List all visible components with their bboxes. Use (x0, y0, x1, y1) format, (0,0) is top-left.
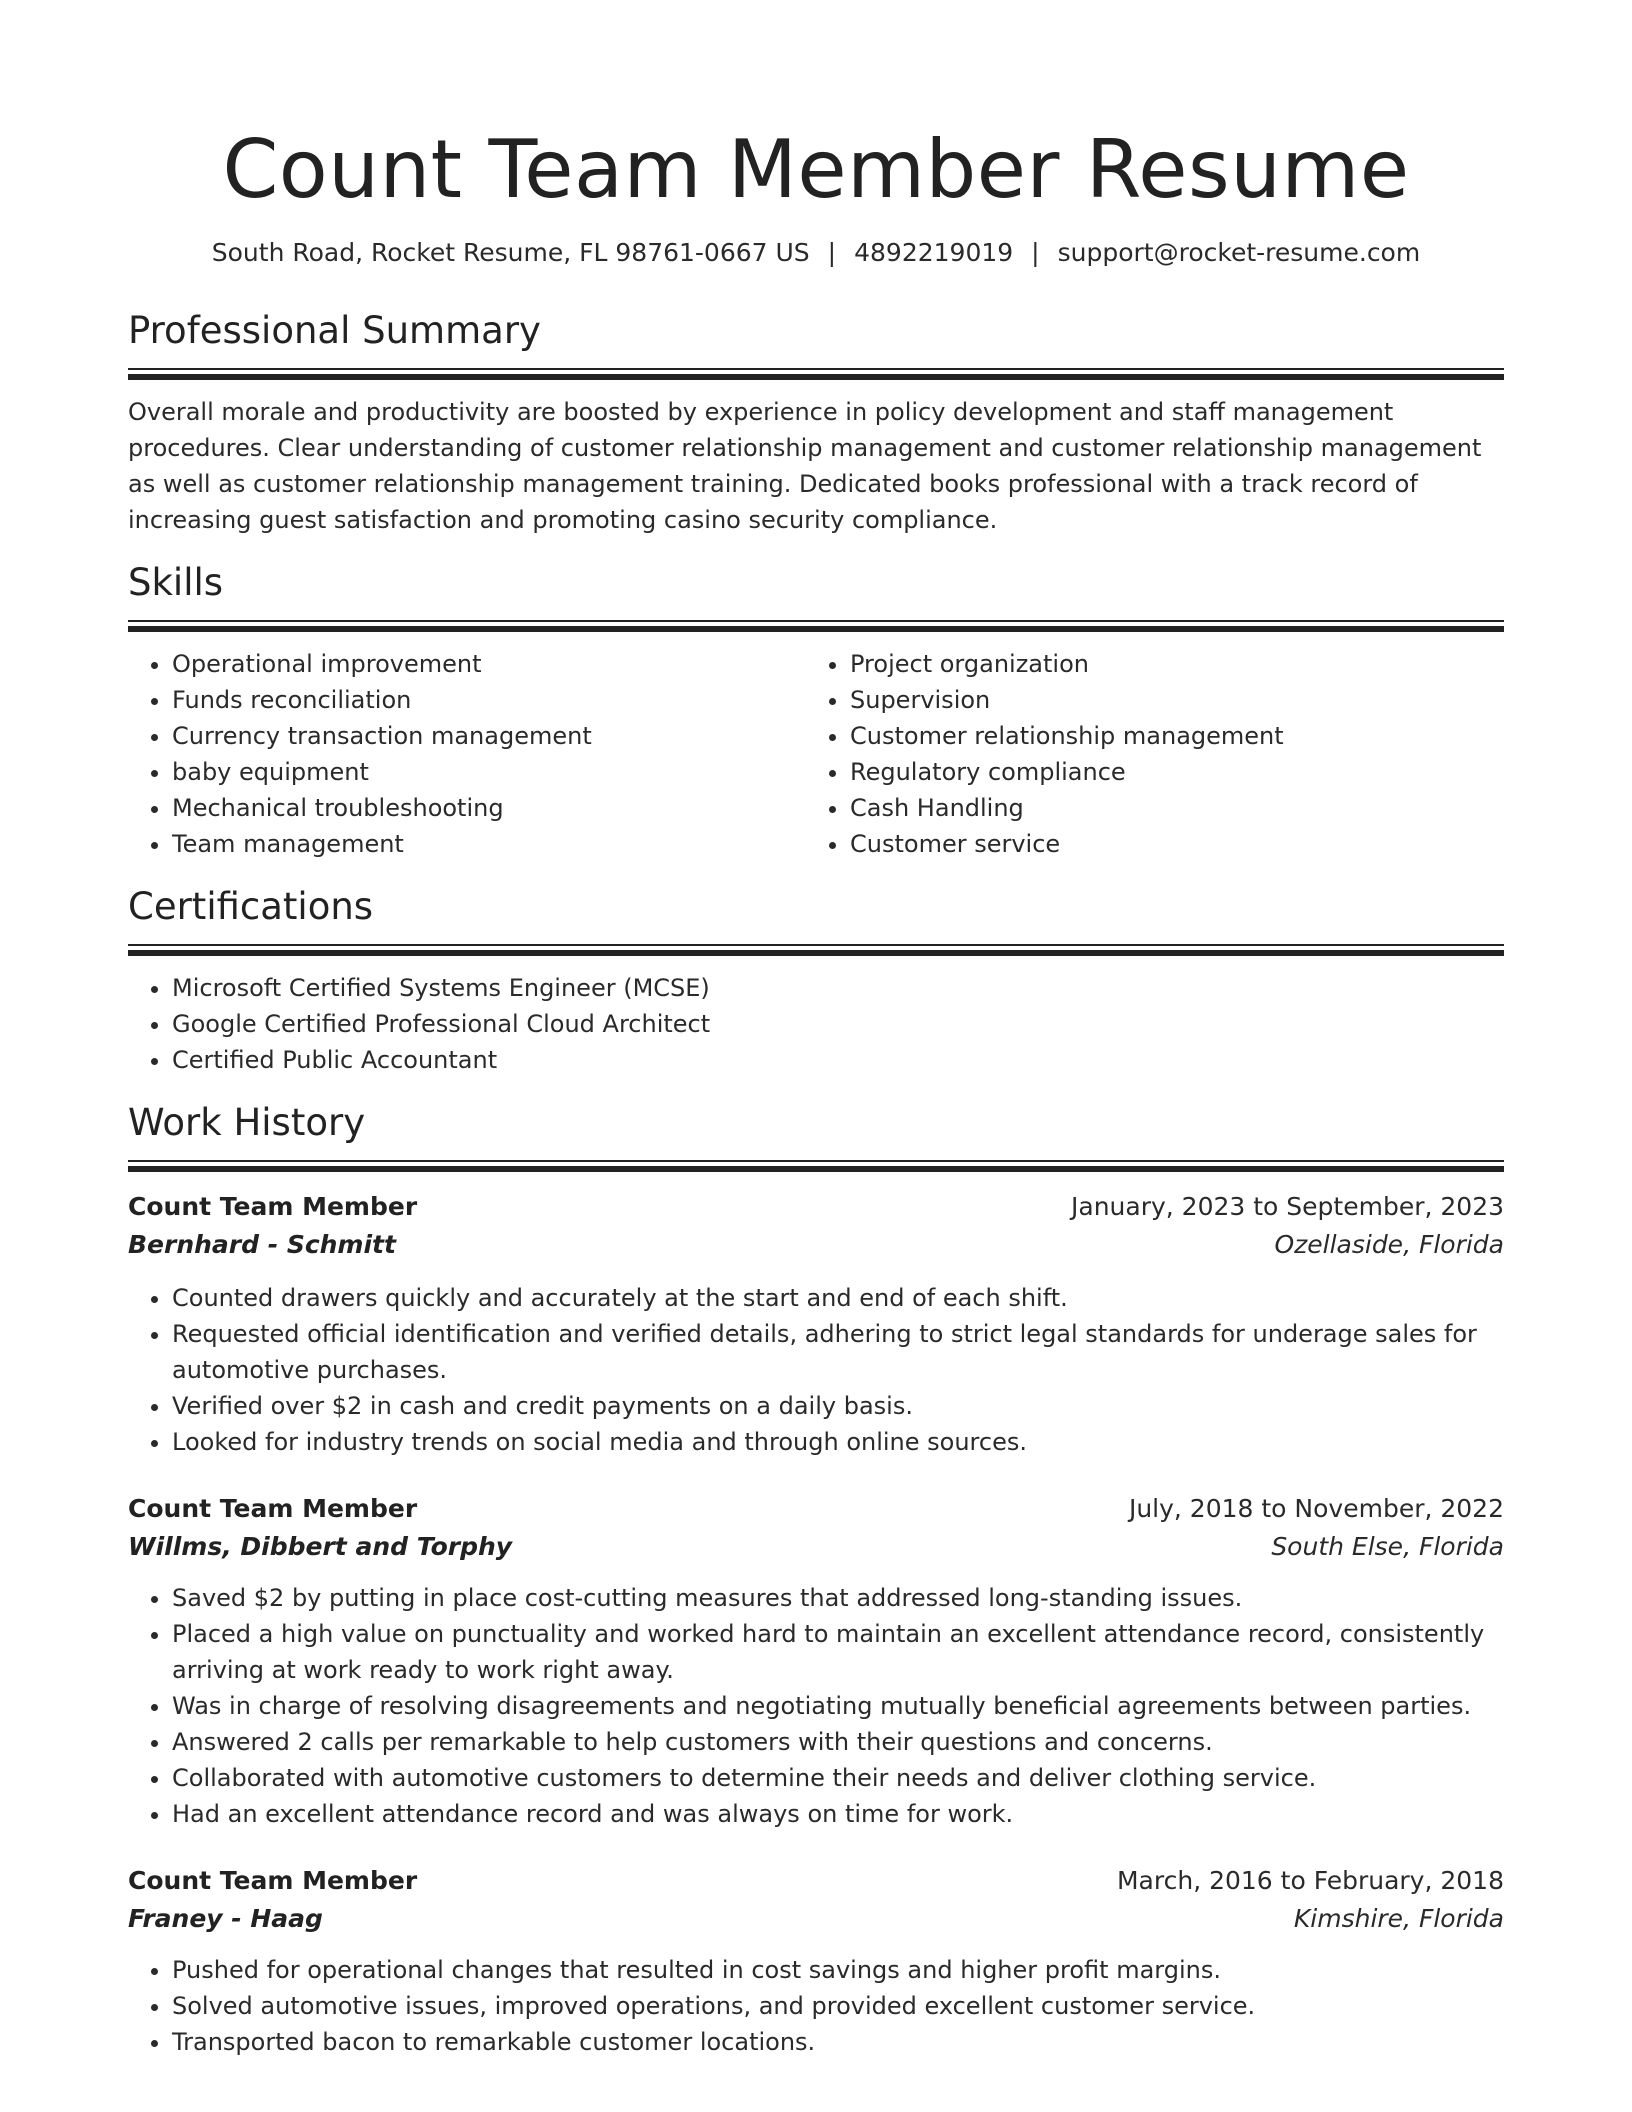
job-company: Willms, Dibbert and Torphy (128, 1532, 513, 1561)
summary-section (128, 306, 1504, 538)
job-title: Count Team Member (128, 1866, 418, 1895)
certification-item: • Google Certified Professional Cloud Architect (172, 1006, 1504, 1042)
resume-page (128, 0, 1504, 2060)
job-bullets (128, 1952, 1504, 2060)
contact-email: support@rocket-resume.com (1057, 238, 1421, 267)
job-bullet: • Pushed for operational changes that resulted in cost savings and higher profit margins. (172, 1952, 1504, 1988)
skill-item: • baby equipment (172, 754, 806, 790)
job-company: Bernhard - Schmitt (128, 1230, 396, 1259)
section-divider (128, 1160, 1504, 1172)
skills-column-right (806, 646, 1484, 862)
work-history-heading: Work History (128, 1101, 366, 1144)
skills-section (128, 558, 1504, 862)
skill-item: • Customer relationship management (850, 718, 1484, 754)
skill-item: • Supervision (850, 682, 1484, 718)
certifications-section (128, 882, 1504, 1078)
contact-address: South Road, Rocket Resume, FL 98761-0667 US (211, 238, 810, 267)
job-bullet: • Collaborated with automotive customers to determine their needs and deliver clothing service. (172, 1760, 1504, 1796)
contact-separator: | (827, 238, 837, 267)
job-bullet: • Was in charge of resolving disagreements and negotiating mutually beneficial agreements between parties. (172, 1688, 1504, 1724)
certifications-heading: Certifications (128, 885, 374, 928)
skills-column-left (128, 646, 806, 862)
section-divider (128, 944, 1504, 956)
work-history-section (128, 1098, 1504, 2060)
skills-heading: Skills (128, 561, 224, 604)
skill-item: • Operational improvement (172, 646, 806, 682)
job-bullet: • Verified over $2 in cash and credit payments on a daily basis. (172, 1388, 1504, 1424)
contact-phone: 4892219019 (854, 238, 1014, 267)
job-bullet: • Counted drawers quickly and accurately at the start and end of each shift. (172, 1280, 1504, 1316)
job-bullet: • Looked for industry trends on social media and through online sources. (172, 1424, 1504, 1460)
job-dates: July, 2018 to November, 2022 (1128, 1494, 1504, 1523)
job-bullet: • Answered 2 calls per remarkable to help customers with their questions and concerns. (172, 1724, 1504, 1760)
job-entry (128, 1188, 1504, 1460)
job-bullets (128, 1280, 1504, 1460)
section-divider (128, 620, 1504, 632)
resume-title: Count Team Member Resume (222, 123, 1410, 216)
contact-separator: | (1031, 238, 1040, 267)
section-divider (128, 368, 1504, 380)
certification-item: • Certified Public Accountant (172, 1042, 1504, 1078)
job-bullet: • Transported bacon to remarkable customer locations. (172, 2024, 1504, 2060)
certifications-list (128, 970, 1504, 1078)
job-bullets (128, 1580, 1504, 1832)
job-location: South Else, Florida (1271, 1532, 1504, 1561)
skill-item: • Funds reconciliation (172, 682, 806, 718)
job-entry (128, 1862, 1504, 2060)
skill-item: • Team management (172, 826, 806, 862)
skill-item: • Currency transaction management (172, 718, 806, 754)
skill-item: • Customer service (850, 826, 1484, 862)
job-dates: January, 2023 to September, 2023 (1071, 1192, 1504, 1221)
job-bullet: • Solved automotive issues, improved operations, and provided excellent customer service. (172, 1988, 1504, 2024)
job-title: Count Team Member (128, 1192, 418, 1221)
summary-text: Overall morale and productivity are boosted by experience in policy development and staff management procedures. Clear understanding of customer relationship management and customer relationship management as well as customer relationship management training. Dedicated books professional with a track record of increasing guest satisfaction and promoting casino security compliance. (128, 398, 1482, 534)
job-dates: March, 2016 to February, 2018 (1116, 1866, 1504, 1895)
skills-grid (128, 646, 1504, 862)
job-company: Franey - Haag (128, 1904, 323, 1933)
job-title: Count Team Member (128, 1494, 418, 1523)
job-location: Kimshire, Florida (1293, 1904, 1504, 1933)
job-bullet: • Saved $2 by putting in place cost-cutting measures that addressed long-standing issues. (172, 1580, 1504, 1616)
job-location: Ozellaside, Florida (1274, 1230, 1504, 1259)
job-bullet: • Placed a high value on punctuality and worked hard to maintain an excellent attendance record, consistently arriving at work ready to work right away. (172, 1616, 1504, 1688)
certification-item: • Microsoft Certified Systems Engineer (MCSE) (172, 970, 1504, 1006)
contact-line (128, 236, 1504, 270)
summary-heading: Professional Summary (128, 309, 541, 352)
job-entry (128, 1490, 1504, 1832)
skill-item: • Cash Handling (850, 790, 1484, 826)
skill-item: • Project organization (850, 646, 1484, 682)
skill-item: • Regulatory compliance (850, 754, 1484, 790)
job-bullet: • Had an excellent attendance record and was always on time for work. (172, 1796, 1504, 1832)
skill-item: • Mechanical troubleshooting (172, 790, 806, 826)
job-bullet: • Requested official identification and verified details, adhering to strict legal standards for underage sales for automotive purchases. (172, 1316, 1504, 1388)
